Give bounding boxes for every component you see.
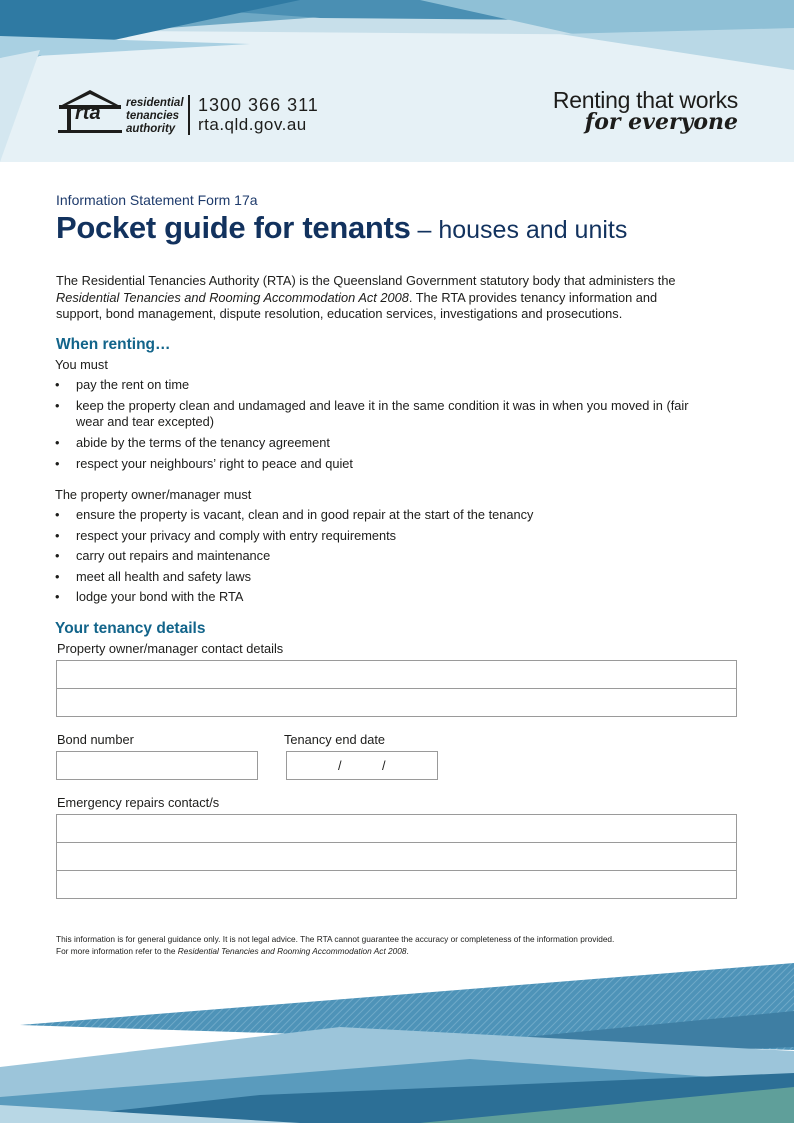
tagline-line1: Renting that works	[552, 87, 738, 113]
list-item: • abide by the terms of the tenancy agreement	[55, 435, 695, 451]
emergency-contact-field-1[interactable]	[56, 814, 737, 843]
intro-line3: support, bond management, dispute resolution, education services, investigations and prosecutions.	[56, 306, 623, 321]
title-main: Pocket guide for tenants	[56, 210, 411, 245]
list-item: • pay the rent on time	[55, 377, 695, 393]
intro-paragraph	[56, 273, 736, 323]
list-item: • meet all health and safety laws	[55, 569, 695, 585]
intro-line2	[56, 290, 736, 307]
header-decoration	[0, 0, 794, 162]
logo-word-3: authority	[126, 123, 176, 135]
page-title	[56, 210, 627, 246]
owner-obligations-list	[55, 507, 695, 605]
disclaimer-line2: For more information refer to the Residential Tenancies and Rooming Accommodation Act 2008.	[56, 946, 409, 956]
list-item: • keep the property clean and undamaged and leave it in the same condition it was in when you moved in (fair wear and tear excepted)	[55, 398, 695, 430]
date-separator-2: /	[382, 758, 386, 773]
intro-line2-rest: . The RTA provides tenancy information and	[408, 289, 658, 305]
tenant-obligations-list	[55, 377, 695, 472]
tenancy-details-heading: Your tenancy details	[55, 620, 206, 637]
bond-number-field[interactable]	[56, 751, 258, 780]
disclaimer	[56, 933, 746, 957]
emergency-contact-field-2[interactable]	[56, 842, 737, 871]
list-item: • respect your privacy and comply with entry requirements	[55, 528, 695, 544]
emergency-contact-label: Emergency repairs contact/s	[57, 795, 220, 810]
logo-word-1: residential	[126, 97, 184, 109]
emergency-contact-field-3[interactable]	[56, 870, 737, 899]
logo-mark-text: rta	[75, 102, 101, 124]
logo-word-2: tenancies	[126, 110, 180, 122]
logo-divider	[188, 95, 190, 135]
logo-wordmark	[126, 97, 184, 136]
date-separator-1: /	[338, 758, 342, 773]
bond-number-label: Bond number	[57, 732, 134, 747]
tenancy-end-date-field[interactable]	[286, 751, 438, 780]
intro-line1: The Residential Tenancies Authority (RTA) is the Queensland Government statutory body that administers the	[56, 273, 676, 288]
website-link[interactable]: rta.qld.gov.au	[198, 115, 307, 134]
list-item: • carry out repairs and maintenance	[55, 548, 695, 564]
intro-act-name: Residential Tenancies and Rooming Accommodation Act 2008	[56, 289, 409, 305]
list-item: • respect your neighbours’ right to peace and quiet	[55, 456, 695, 472]
phone-number: 1300 366 311	[198, 95, 319, 115]
list-item: • ensure the property is vacant, clean and in good repair at the start of the tenancy	[55, 507, 695, 523]
disclaimer-line1: This information is for general guidance only. It is not legal advice. The RTA cannot guarantee the accuracy or completeness of the information provided.	[56, 934, 615, 944]
rta-logo	[56, 88, 124, 136]
disclaimer-act-name: Residential Tenancies and Rooming Accommodation Act 2008	[177, 946, 407, 956]
contact-details-label: Property owner/manager contact details	[57, 641, 284, 656]
tenancy-end-date-label: Tenancy end date	[284, 732, 386, 747]
list-item: • lodge your bond with the RTA	[55, 589, 695, 605]
title-sub: – houses and units	[410, 216, 628, 244]
tagline-line2: for everyone	[584, 109, 738, 135]
owner-must-heading: The property owner/manager must	[55, 487, 252, 502]
you-must-heading: You must	[55, 357, 108, 372]
contact-details-field-1[interactable]	[56, 660, 737, 689]
form-label: Information Statement Form 17a	[56, 192, 258, 208]
contact-details-field-2[interactable]	[56, 688, 737, 717]
when-renting-heading: When renting…	[56, 336, 171, 353]
footer-decoration	[0, 955, 794, 1123]
